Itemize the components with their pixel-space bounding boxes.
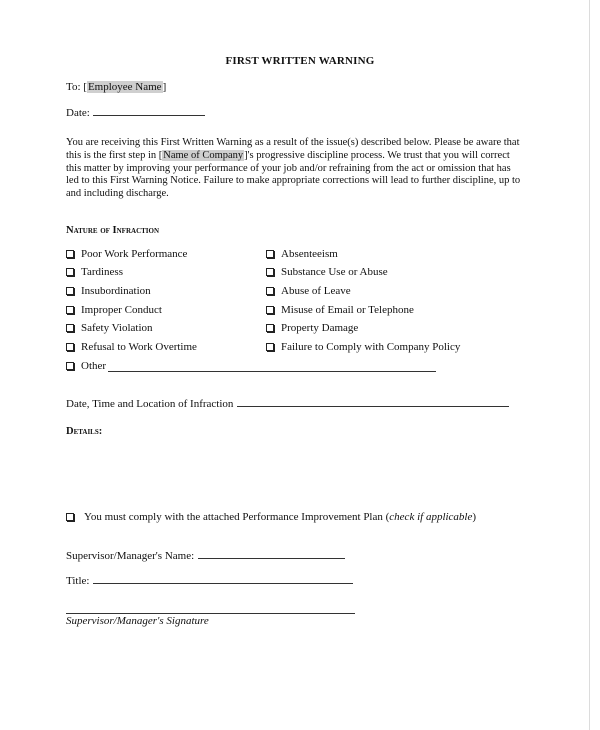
infraction-right-3[interactable]: Misuse of Email or Telephone (266, 304, 414, 316)
document-title: FIRST WRITTEN WARNING (225, 55, 375, 67)
title-line (66, 573, 353, 587)
infraction-right-2[interactable]: Abuse of Leave (266, 285, 351, 297)
checkbox-icon[interactable] (66, 513, 74, 521)
to-line: To: [Employee Name] (66, 81, 167, 93)
infraction-right-5[interactable]: Failure to Comply with Company Policy (266, 341, 460, 353)
infraction-left-4[interactable]: Safety Violation (66, 322, 153, 334)
checkbox-icon[interactable] (66, 343, 74, 351)
infraction-right-1[interactable]: Substance Use or Abuse (266, 266, 388, 278)
infraction-left-2[interactable]: Insubordination (66, 285, 151, 297)
checkbox-icon[interactable] (266, 250, 274, 258)
intro-text-2: 's progressive discipline process. We trust that you will correct this matter by improving your performance of your job and/or refraining from the act or omission that has led to this First Warning Notice. Failure to make appropriate corrections will lead to further discipline, up to and including discharge. (66, 149, 521, 200)
infraction-right-4[interactable]: Property Damage (266, 322, 358, 334)
infraction-other[interactable]: Other (66, 360, 436, 372)
company-name-field[interactable]: Name of Company (163, 149, 244, 161)
infraction-heading: Nature of Infraction (66, 225, 160, 236)
supervisor-name-label: Supervisor/Manager's Name: (66, 550, 195, 562)
date-location-field[interactable] (237, 396, 509, 407)
to-label: To: (66, 81, 84, 93)
date-label: Date: (66, 107, 93, 119)
checkbox-icon[interactable] (266, 268, 274, 276)
pip-checkbox-line[interactable]: You must comply with the attached Performance Improvement Plan ( check if applicable ) (66, 511, 476, 523)
checkbox-icon[interactable] (66, 287, 74, 295)
infraction-right-0[interactable]: Absenteeism (266, 248, 338, 260)
date-line (66, 105, 205, 119)
date-location-line (66, 396, 509, 410)
date-field[interactable] (93, 105, 205, 116)
checkbox-icon[interactable] (66, 306, 74, 314)
supervisor-name-line (66, 548, 345, 562)
checkbox-icon[interactable] (66, 362, 74, 370)
intro-text-1: You are receiving this First Written Warning as a result of the issue(s) described below. Please be aware that this is the first step in (66, 137, 520, 161)
date-location-label: Date, Time and Location of Infraction (66, 398, 234, 410)
supervisor-name-field[interactable] (198, 548, 345, 559)
checkbox-icon[interactable] (266, 324, 274, 332)
signature-field[interactable] (66, 612, 355, 614)
infraction-left-3[interactable]: Improper Conduct (66, 304, 162, 316)
signature-label: Supervisor/Manager's Signature (66, 615, 209, 627)
checkbox-icon[interactable] (66, 268, 74, 276)
intro-paragraph: You are receiving this First Written Warning as a result of the issue(s) described below. Please be aware that this is the first step in [Name of Company]'s progressive discipline process. We trust that you will correct this matter by improving your performance of your job and/or refraining from the act or omission that has led to this First Warning Notice. Failure to make appropriate corrections will lead to further discipline, up to and including discharge. (66, 137, 521, 200)
checkbox-icon[interactable] (66, 250, 74, 258)
checkbox-icon[interactable] (266, 306, 274, 314)
infraction-left-0[interactable]: Poor Work Performance (66, 248, 187, 260)
other-field[interactable] (108, 361, 436, 372)
page-edge (589, 0, 590, 730)
checkbox-icon[interactable] (66, 324, 74, 332)
checkbox-icon[interactable] (266, 343, 274, 351)
details-heading: Details: (66, 426, 103, 437)
checkbox-icon[interactable] (266, 287, 274, 295)
infraction-left-1[interactable]: Tardiness (66, 266, 123, 278)
infraction-left-5[interactable]: Refusal to Work Overtime (66, 341, 197, 353)
title-field[interactable] (93, 573, 353, 584)
employee-name-field[interactable]: Employee Name (87, 81, 162, 93)
title-label: Title: (66, 575, 90, 587)
